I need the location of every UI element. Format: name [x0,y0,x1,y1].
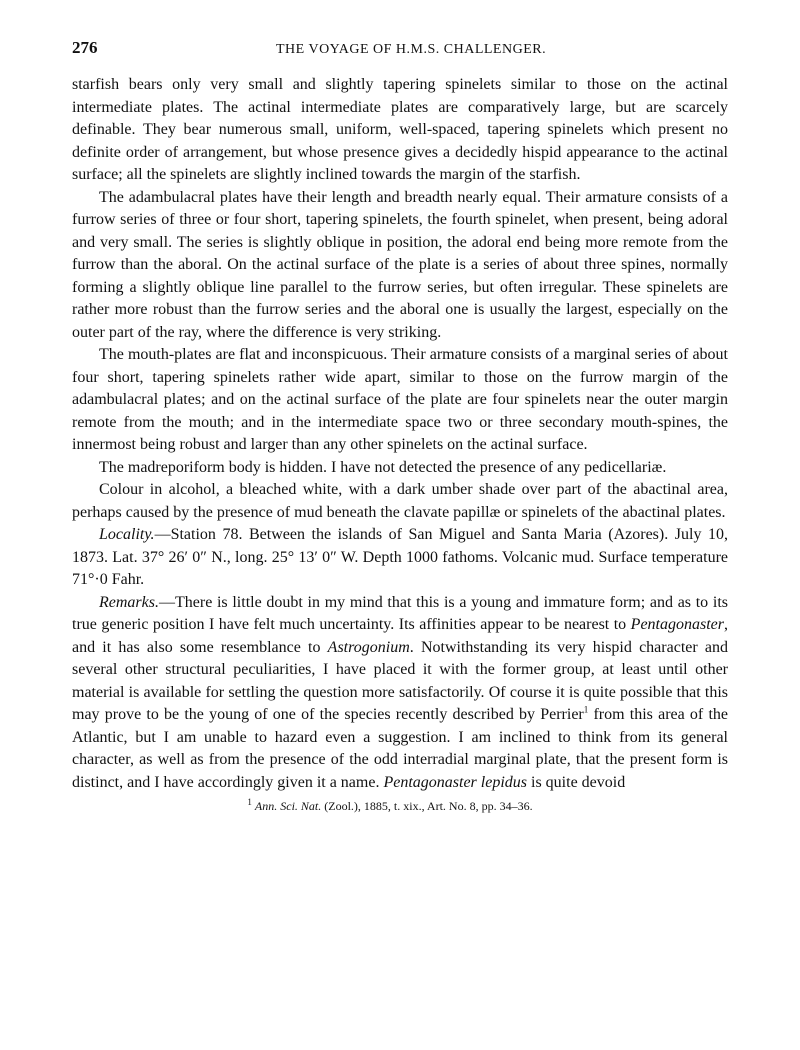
document-page [72,38,728,814]
footnote-marker: 1 [247,797,252,807]
paragraph-adambulacral: The adambulacral plates have their length and breadth nearly equal. Their armature consists of a furrow series of three or four short, tapering spinelets, the fourth spinelet, when present, being adoral and very small. The series is slightly oblique in position, the adoral end being more remote from the furrow than the aboral. On the actinal surface of the plate is a series of about three spines, normally forming a slightly oblique line parallel to the furrow series, but often irregular. These spinelets are rather more robust than the furrow series and the aboral one is usually the largest, especially on the outer part of the ray, where the difference is very striking. [72,188,728,341]
footnote [72,798,728,814]
genus-astrogonium: Astrogonium [327,638,410,656]
remarks-text-c: . Notwithstanding its very hispid character and several other structural peculiarities, I have placed it with the former group, at least until other material is available for settling the question more satisfactorily. Of course it is quite possible that this may prove to be the young of one of the species recently described by Perrier [72,638,728,723]
locality-text: —Station 78. Between the islands of San Miguel and Santa Maria (Azores). July 10, 1873. Lat. 37° 26′ 0″ N., long. 25° 13′ 0″ W. Depth 1000 fathoms. Volcanic mud. Surface temperature 71°·0 Fahr. [72,526,728,588]
page-header [72,38,728,74]
footnote-journal: Ann. Sci. Nat. [254,799,322,813]
remarks-label: Remarks. [99,593,159,611]
body-text [72,74,728,794]
running-head: THE VOYAGE OF H.M.S. CHALLENGER. [276,42,547,57]
locality-label: Locality. [99,526,155,543]
remarks-text-b: , and it has also some resemblance to [72,616,728,656]
footnote-text: (Zool.), 1885, t. xix., Art. No. 8, pp. 34–36. [321,799,533,813]
page-number: 276 [72,38,98,57]
paragraph-remarks [72,592,728,795]
paragraph-madreporiform: The madreporiform body is hidden. I have not detected the presence of any pedicellariæ. [99,458,667,476]
species-pentagonaster-lepidus: Pentagonaster lepidus [383,773,527,791]
remarks-text-a: —There is little doubt in my mind that this is a young and immature form; and as to its true generic position I have felt much uncertainty. Its affinities appear to be nearest to [72,593,728,633]
genus-pentagonaster: Pentagonaster [630,616,724,633]
paragraph-locality [72,524,728,592]
paragraph-actinal-intermediate: starfish bears only very small and slightly tapering spinelets similar to those on the actinal intermediate plates. The actinal intermediate plates are comparatively large, but are scarcely definable. They bear numerous small, uniform, well-spaced, tapering spinelets which present no definite order of arrangement, but whose presence gives a decidedly hispid appearance to the actinal surface; all the spinelets are slightly inclined towards the margin of the starfish. [72,76,728,183]
paragraph-colour: Colour in alcohol, a bleached white, with a dark umber shade over part of the abactinal area, perhaps caused by the presence of mud beneath the clavate papillæ or spinelets of the abactinal plates. [72,481,728,521]
footnote-reference: 1 [583,704,589,715]
paragraph-mouth-plates: The mouth-plates are flat and inconspicuous. Their armature consists of a marginal series of about four short, tapering spinelets rather wide apart, similar to those on the furrow margin of the adambulacral plates; and on the actinal surface of the plate are four spinelets near the outer margin remote from the mouth; and in the intermediate space two or three secondary mouth-spines, the innermost being robust and larger than any other spinelets on the actinal surface. [72,346,728,453]
remarks-text-d: from this area of the Atlantic, but I am unable to hazard even a suggestion. I am inclined to think from its general character, as well as from the presence of the odd interradial marginal plate, that the present form is distinct, and I have accordingly given it a name. [72,706,728,791]
remarks-text-e: is quite devoid [527,773,626,791]
